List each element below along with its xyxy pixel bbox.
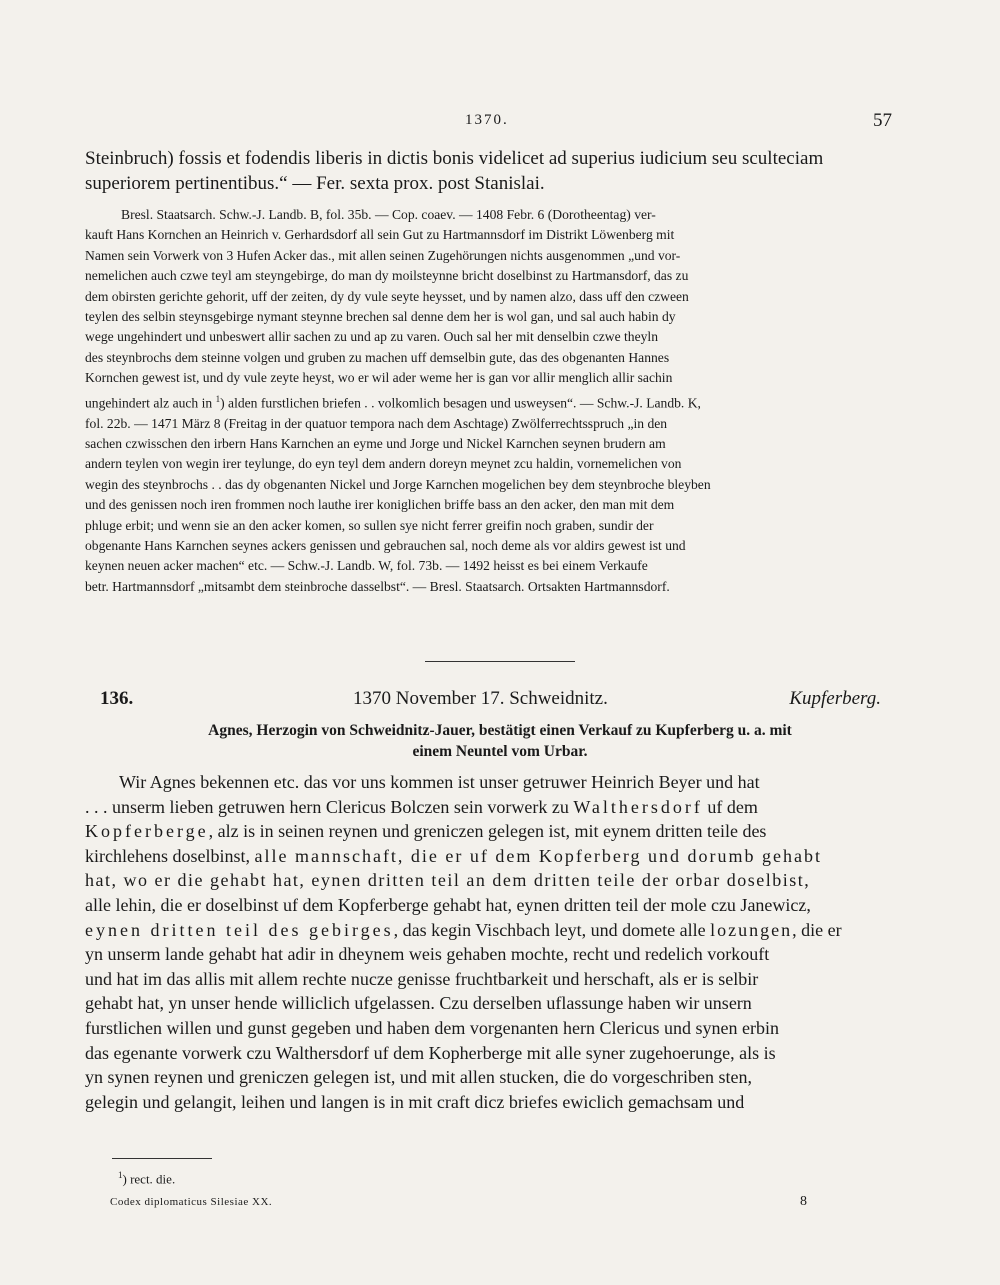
charter-line: und hat im das allis mit allem rechte nucze genisse fruchtbarkeit und herschaft, als er is selbir — [85, 968, 759, 989]
regest-summary — [115, 720, 885, 762]
charter-text-run: , die er — [792, 919, 842, 940]
charter-text-run: uf dem — [702, 796, 758, 817]
note-line: keynen neuen acker machen“ etc. — Schw.-J. Landb. W, fol. 73b. — 1492 heisst es bei einem Verkaufe — [85, 558, 648, 574]
note-line: des steynbrochs dem steinne volgen und gruben zu machen uff demselbin gute, das des obgenanten Hannes — [85, 349, 670, 365]
document-number: 136. — [100, 688, 134, 709]
charter-line: gehabt hat, yn unser hende williclich ufgelassen. Czu derselben uflassunge haben wir unsern — [85, 993, 752, 1014]
document-header — [100, 688, 895, 714]
note-line: Kornchen gewest ist, und dy vule zeyte heyst, wo er wil ader weme her is gan vor allir menglich allir sachin — [85, 370, 673, 386]
note-line: andern teylen von wegin irer teylunge, do eyn teyl dem andern doreyn meynet zcu haldin, vornemelichen von — [85, 456, 682, 472]
footnote-marker: 1 — [118, 1170, 123, 1180]
codex-title: Codex diplomaticus Silesiae XX. — [110, 1196, 273, 1208]
footnote-reference: 1 — [215, 393, 221, 404]
spaced-phrase: alle mannschaft, die er uf dem Kopferberg und dorumb gehabt — [254, 845, 823, 866]
running-head-year: 1370. — [465, 112, 509, 128]
charter-line: das egenante vorwerk czu Walthersdorf uf dem Kopherberge mit alle syner zugehoerunge, als is — [85, 1042, 776, 1063]
charter-text-run: , alz is in seinen reynen und greniczen gelegen ist, mit eynem dritten teile des — [208, 821, 767, 842]
note-line: obgenante Hans Karnchen seynes ackers genissen und gebrauchen sal, noch deme als vor aldirs gewest ist und — [85, 538, 686, 554]
note-line: betr. Hartmannsdorf „mitsambt dem steinbroche dasselbst“. — Bresl. Staatsarch. Ortsakten Hartmannsdorf. — [85, 578, 670, 594]
note-line: und des genissen noch iren frommen noch lauthe irer koniglichen briffe bass an den acker, den man mit dem — [85, 497, 675, 513]
document-date: 1370 November 17. Schweidnitz. — [353, 688, 608, 709]
commentary-notes — [85, 205, 895, 597]
note-line — [85, 389, 895, 414]
note-line: fol. 22b. — 1471 März 8 (Freitag in der quatuor tempora nach dem Aschtage) Zwölferrechtsspruch „in den — [85, 415, 668, 431]
note-line: wege ungehindert und unbeswert allir sachen zu und ap zu varen. Ouch sal her mit denselbin czwe theyln — [85, 329, 659, 345]
continued-paragraph — [85, 146, 895, 196]
note-line: phluge erbit; und wenn sie an den acker komen, so sullen sye nicht ferrer greifin noch graben, sundir der — [85, 517, 654, 533]
note-text: ) alden furstlichen briefen . . volkomlich besagen und usweysen“. — Schw.-J. Landb. K, — [220, 395, 701, 411]
page-number: 57 — [873, 110, 892, 131]
spaced-phrase: eynen dritten teil des gebirges — [85, 919, 394, 940]
charter-line: furstlichen willen und gunst gegeben und haben dem vorgenanten hern Clericus und synen erbin — [85, 1017, 779, 1038]
charter-line — [85, 844, 895, 869]
charter-line — [85, 819, 895, 844]
charter-text-run: , das kegin Vischbach leyt, und domete alle — [393, 919, 711, 940]
charter-line: yn unserm lande gehabt hat adir in dheynem weis gehaben mochte, recht und redelich vorkouft — [85, 944, 770, 965]
regest-line: Agnes, Herzogin von Schweidnitz-Jauer, bestätigt einen Verkauf zu Kupferberg u. a. mit — [208, 722, 792, 739]
charter-text-run: . . . unserm lieben getruwen hern Clericus Bolczen sein vorwerk zu — [85, 796, 574, 817]
charter-line — [85, 918, 895, 943]
note-line: Bresl. Staatsarch. Schw.-J. Landb. B, fol. 35b. — Cop. coaev. — 1408 Febr. 6 (Dorotheentag) ver- — [121, 207, 656, 222]
signature-mark: 8 — [800, 1194, 807, 1209]
spaced-phrase: hat, wo er die gehabt hat, eynen dritten teil an dem dritten teile der orbar doselbist, — [85, 870, 811, 891]
note-line: nemelichen auch czwe teyl am steyngebirge, do man dy moilsteynne bricht doselbinst zu Hartmansdorf, das zu — [85, 268, 689, 284]
footnote — [118, 1170, 175, 1187]
charter-line: Wir Agnes bekennen etc. das vor uns kommen ist unser getruwer Heinrich Beyer und hat — [119, 772, 760, 792]
footnote-divider — [112, 1158, 212, 1159]
note-line: sachen czwisschen den irbern Hans Karnchen an eyme und Jorge und Nickel Karnchen seynen brudern am — [85, 436, 666, 451]
charter-line — [85, 868, 895, 893]
note-line: teylen des selbin steynsgebirge nymant steynne brechen sal denne dem her is wol gan, und sal auch habin dy — [85, 309, 676, 325]
regest-line: einem Neuntel vom Urbar. — [412, 743, 588, 760]
text-line: Steinbruch) fossis et fodendis liberis in dictis bonis videlicet ad superius iudicium seu sculteciam — [85, 148, 824, 169]
footnote-text: ) rect. die. — [122, 1171, 176, 1187]
document-place: Kupferberg. — [789, 688, 881, 709]
note-line: kauft Hans Kornchen an Heinrich v. Gerhardsdorf all sein Gut zu Hartmannsdorf im Distrikt Löwenberg mit — [85, 227, 675, 243]
running-head — [0, 110, 1000, 134]
spaced-phrase: lozungen — [710, 919, 793, 940]
note-text: ungehindert alz auch in — [85, 395, 213, 411]
section-divider — [425, 661, 575, 662]
spaced-place-name: Kopferberge — [85, 821, 209, 842]
note-line: dem obirsten gerichte gehorit, uff der zeiten, dy dy vule seyte heysset, und by namen alzo, dass uff den czween — [85, 288, 689, 304]
charter-text — [85, 770, 895, 1114]
charter-line: yn synen reynen und greniczen gelegen ist, und mit allen stucken, die do vorgeschriben sten, — [85, 1067, 752, 1088]
charter-line — [85, 795, 895, 820]
charter-line: gelegin und gelangit, leihen und langen is in mit craft dicz briefes ewiclich gemachsam und — [85, 1091, 745, 1112]
note-line: wegin des steynbrochs . . das dy obgenanten Nickel und Jorge Karnchen mogelichen bey dem steynbroche bleyben — [85, 476, 711, 492]
note-line: Namen sein Vorwerk von 3 Hufen Acker das., mit allen seinen Zugehörungen nichts ausgenommen „und vor- — [85, 247, 681, 263]
spaced-place-name: Walthersdorf — [573, 796, 703, 817]
charter-text-run: kirchlehens doselbinst, — [85, 845, 255, 866]
text-line: superiorem pertinentibus.“ — Fer. sexta prox. post Stanislai. — [85, 173, 545, 194]
charter-line: alle lehin, die er doselbinst uf dem Kopferberge gehabt hat, eynen dritten teil der mole czu Janewicz, — [85, 894, 811, 915]
